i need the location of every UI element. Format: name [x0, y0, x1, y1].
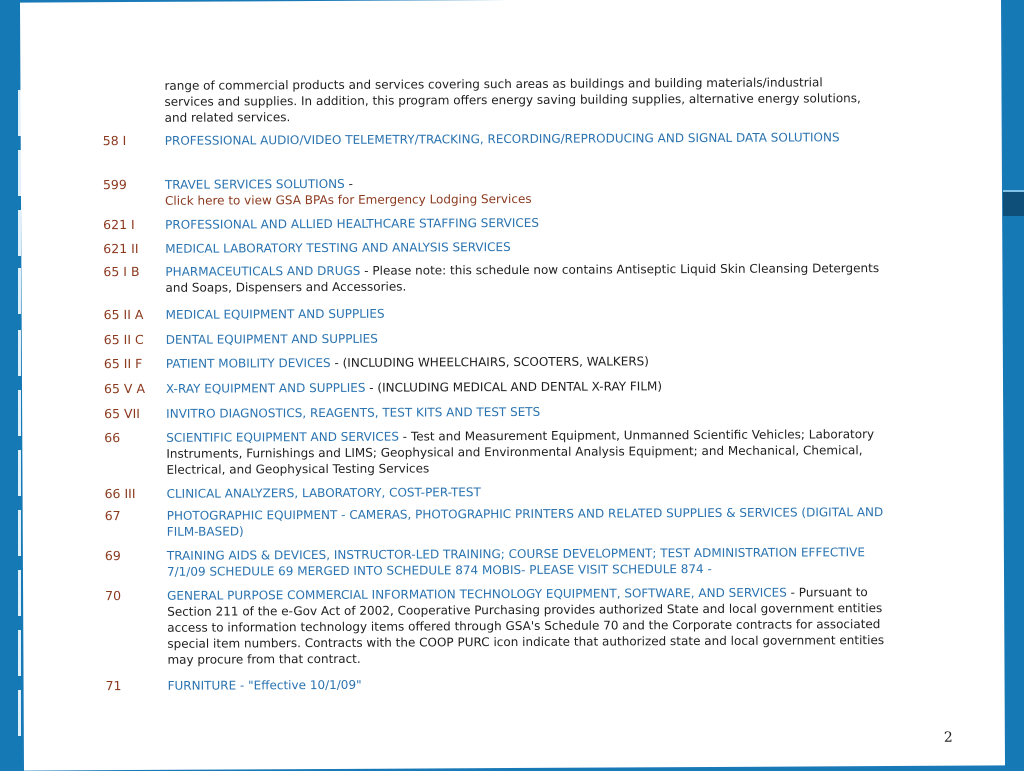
schedule-description	[165, 260, 900, 296]
schedule-number: 70	[105, 588, 122, 604]
schedule-row	[22, 351, 1003, 372]
schedule-description	[165, 213, 900, 233]
schedule-description	[167, 544, 902, 580]
left-tab-marker	[18, 630, 21, 676]
schedule-description	[166, 352, 901, 372]
schedule-title-link[interactable]: MEDICAL LABORATORY TESTING AND ANALYSIS SERVICES	[165, 240, 511, 256]
schedule-note: (INCLUDING WHEELCHAIRS, SCOOTERS, WALKERS)	[342, 354, 650, 370]
schedule-number: 599	[102, 177, 127, 193]
schedule-number: 621 I	[103, 216, 135, 233]
schedule-separator: -	[398, 429, 411, 444]
schedule-title-link[interactable]: DENTAL EQUIPMENT AND SUPPLIES	[165, 331, 378, 347]
schedule-description	[167, 482, 902, 502]
schedule-number: 66 III	[104, 485, 136, 502]
right-tab-marker	[1003, 190, 1024, 216]
schedule-number: 69	[104, 548, 121, 564]
schedule-description	[165, 129, 900, 149]
schedule-row	[22, 376, 1003, 397]
schedule-description	[166, 303, 901, 323]
left-tab-marker	[18, 390, 21, 436]
page-number: 2	[943, 729, 953, 746]
schedule-row	[21, 172, 1002, 208]
schedule-row	[21, 128, 1002, 149]
schedule-row	[23, 481, 1004, 502]
schedule-row	[23, 543, 1004, 579]
intro-paragraph: range of commercial products and services covering such areas as buildings and building materials/industrial services and supplies. In addition, this program offers energy saving building supplies, alternative energy solutions, and related services.	[164, 75, 861, 125]
schedule-row	[22, 425, 1003, 477]
schedule-title-link[interactable]: FURNITURE - "Effective 10/1/09"	[167, 677, 362, 693]
schedule-title-link[interactable]: SCIENTIFIC EQUIPMENT AND SERVICES	[166, 429, 399, 445]
left-tab-marker	[18, 570, 21, 616]
schedule-title-link[interactable]: INVITRO DIAGNOSTICS, REAGENTS, TEST KITS AND TEST SETS	[166, 404, 541, 421]
schedule-separator: -	[330, 355, 343, 370]
schedule-note: Please note: this schedule now contains Antiseptic Liquid Skin Cleansing Detergents and Soaps, Dispensers and Accessories.	[165, 261, 880, 295]
schedule-number: 65 II A	[103, 306, 144, 323]
schedule-title-link[interactable]: TRAVEL SERVICES SOLUTIONS	[164, 176, 345, 192]
schedule-number: 71	[105, 678, 122, 694]
schedule-title-link[interactable]: PATIENT MOBILITY DEVICES	[165, 355, 331, 371]
left-tab-marker	[18, 330, 21, 376]
schedule-row	[22, 401, 1003, 422]
emergency-lodging-link[interactable]: Click here to view GSA BPAs for Emergency Lodging Services	[164, 191, 532, 208]
schedule-number: 58 I	[102, 133, 127, 149]
schedule-separator: -	[365, 380, 378, 395]
schedule-title-link[interactable]: PHARMACEUTICALS AND DRUGS	[165, 263, 361, 279]
schedule-title-link[interactable]: MEDICAL EQUIPMENT AND SUPPLIES	[165, 306, 385, 322]
schedule-number: 65 V A	[103, 380, 146, 397]
schedule-description	[166, 377, 901, 397]
schedule-row	[24, 673, 1005, 694]
schedule-description	[167, 504, 902, 540]
schedule-row	[21, 259, 1002, 295]
schedule-title-link[interactable]: PROFESSIONAL AUDIO/VIDEO TELEMETRY/TRACKING, RECORDING/REPRODUCING AND SIGNAL DATA SOLUTIONS	[164, 130, 840, 148]
schedule-title-link[interactable]: PROFESSIONAL AND ALLIED HEALTHCARE STAFFING SERVICES	[165, 215, 539, 232]
schedule-number: 65 I B	[103, 263, 140, 280]
schedule-row	[22, 327, 1003, 348]
schedule-number: 66	[104, 430, 121, 446]
schedule-row	[23, 503, 1004, 539]
schedule-number: 67	[104, 508, 121, 524]
left-tab-marker	[18, 510, 21, 556]
schedule-number: 65 VII	[104, 405, 141, 422]
schedule-description	[167, 584, 902, 668]
schedule-separator: -	[344, 176, 353, 191]
schedule-title-link[interactable]: CLINICAL ANALYZERS, LABORATORY, COST-PER-TEST	[166, 485, 481, 501]
left-tab-marker	[18, 690, 21, 736]
schedule-description	[166, 426, 901, 478]
schedule-number: 65 II C	[103, 331, 144, 348]
schedule-description	[168, 674, 903, 694]
schedule-title-link[interactable]: X-RAY EQUIPMENT AND SUPPLIES	[165, 380, 366, 396]
schedule-title-link[interactable]: TRAINING AIDS & DEVICES, INSTRUCTOR-LED TRAINING; COURSE DEVELOPMENT; TEST ADMINISTRATION EFFECTIVE 7/1/09 SCHEDULE 69 MERGED INTO SCHEDULE 874 MOBIS- PLEASE VISIT SCHEDULE 874 -	[166, 545, 865, 579]
schedule-description	[166, 328, 901, 348]
schedule-number: 65 II F	[103, 355, 143, 372]
schedule-title-link[interactable]: PHOTOGRAPHIC EQUIPMENT - CAMERAS, PHOTOGRAPHIC PRINTERS AND RELATED SUPPLIES & SERVICES (DIGITAL AND FILM-BASED)	[166, 505, 884, 539]
schedule-description	[165, 173, 900, 209]
schedule-number: 621 II	[103, 240, 139, 257]
schedule-description	[165, 237, 900, 257]
right-border	[1003, 0, 1024, 768]
schedule-description	[166, 402, 901, 422]
schedule-row	[21, 212, 1002, 233]
schedule-row	[21, 236, 1002, 257]
schedule-separator: -	[360, 263, 373, 278]
schedule-note: (INCLUDING MEDICAL AND DENTAL X-RAY FILM)	[377, 379, 663, 395]
document-page	[20, 0, 1005, 771]
schedule-separator: -	[786, 585, 799, 600]
schedule-row	[23, 583, 1004, 667]
schedule-note: Test and Measurement Equipment, Unmanned Scientific Vehicles; Laboratory Instruments, Furnishings and LIMS; Geophysical and Environmental Analysis Equipment; and Mechanical, Chemical, Electrical, and Geophysical Testing Services	[166, 427, 875, 477]
schedule-row	[22, 302, 1003, 323]
left-tab-marker	[18, 450, 21, 496]
schedule-note: Pursuant to Section 211 of the e-Gov Act of 2002, Cooperative Purchasing provides authorized State and local government entities access to information technology items offered through GSA's Schedule 70 and the Corporate contracts for associated special item numbers. Contracts with the COOP PURC icon indicate that authorized state and local government entities may procure from that contract.	[167, 585, 885, 667]
schedule-title-link[interactable]: GENERAL PURPOSE COMMERCIAL INFORMATION TECHNOLOGY EQUIPMENT, SOFTWARE, AND SERVICES	[167, 585, 787, 603]
